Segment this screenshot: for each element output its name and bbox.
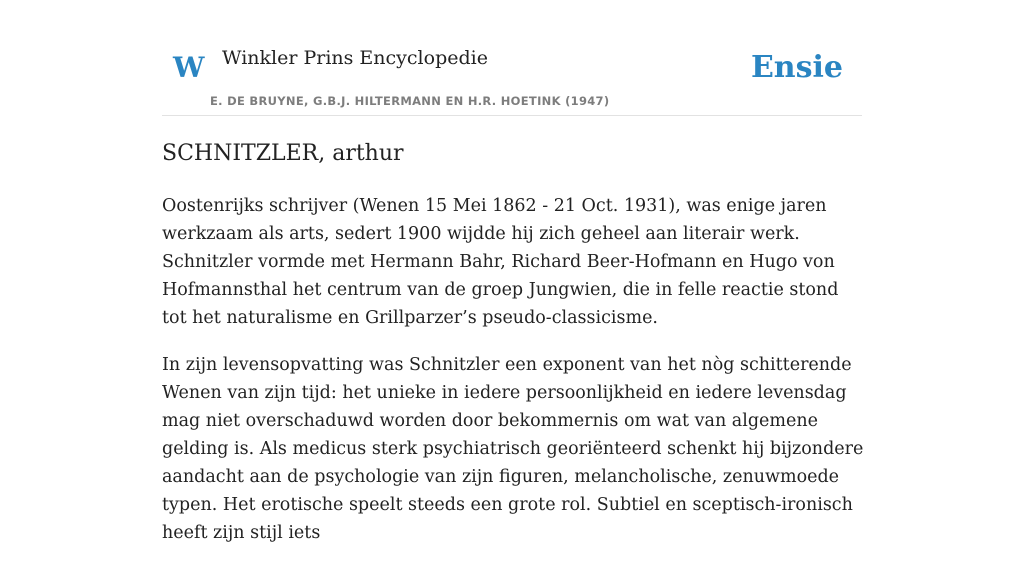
ensie-brand-link[interactable]: Ensie <box>750 50 843 85</box>
site-header <box>162 40 862 116</box>
authors-line: E. DE BRUYNE, G.B.J. HILTERMANN EN H.R. HOETINK (1947) <box>210 94 610 108</box>
article-title: SCHNITZLER, arthur <box>162 141 404 166</box>
article-paragraph-2: In zijn levensopvatting was Schnitzler een exponent van het nòg schitterende Wenen van zijn tijd: het unieke in iedere persoonlijkheid en iedere levensdag mag niet overschaduwd worden door bekommernis om wat van algemene gelding is. Als medicus sterk psychiatrisch georiënteerd schenkt hij bijzondere aandacht aan de psychologie van zijn figuren, melancholische, zenuwmoede typen. Het erotische speelt steeds een grote rol. Subtiel en sceptisch-ironisch heeft zijn stijl iets <box>162 355 864 543</box>
site-title[interactable]: Winkler Prins Encyclopedie <box>222 47 488 69</box>
article-body <box>162 192 867 566</box>
winkler-prins-logo[interactable]: W <box>173 51 205 84</box>
article-paragraph-1: Oostenrijks schrijver (Wenen 15 Mei 1862 - 21 Oct. 1931), was enige jaren werkzaam als arts, sedert 1900 wijdde hij zich geheel aan literair werk. Schnitzler vormde met Hermann Bahr, Richard Beer-Hofmann en Hugo von Hofmannsthal het centrum van de groep Jungwien, die in felle reactie stond tot het naturalisme en Grillparzer’s pseudo-classicisme. <box>162 196 839 328</box>
